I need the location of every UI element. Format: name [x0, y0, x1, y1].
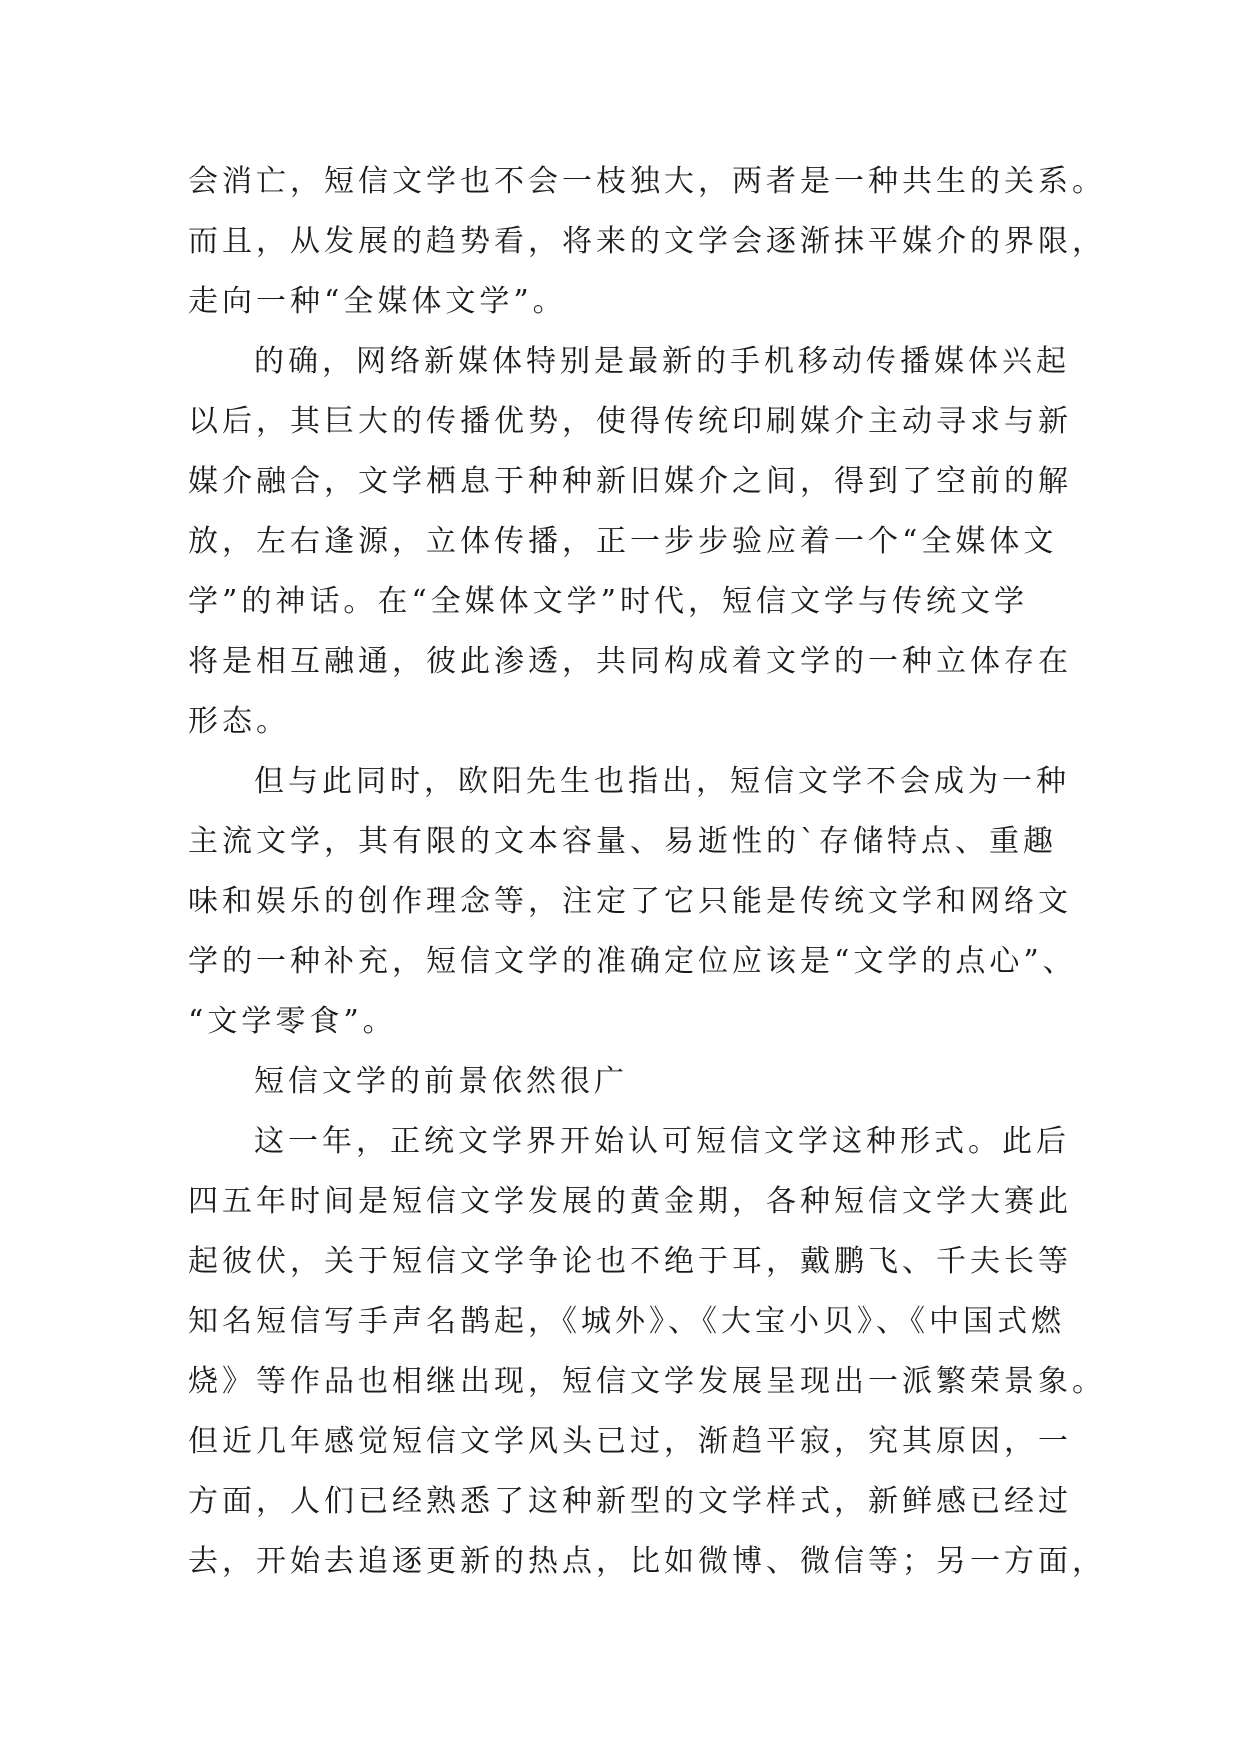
text-line: 四五年时间是短信文学发展的黄金期，各种短信文学大赛此 — [188, 1184, 1072, 1219]
text-line: 主流文学，其有限的文本容量、易逝性的`存储特点、重趣 — [188, 824, 1057, 859]
text-line: 走向一种“全媒体文学”。 — [188, 284, 567, 319]
text-line: 学”的神话。在“全媒体文学”时代，短信文学与传统文学 — [188, 584, 1029, 619]
text-line: 媒介融合，文学栖息于种种新旧媒介之间，得到了空前的解 — [188, 464, 1072, 499]
text-line: 的确，网络新媒体特别是最新的手机移动传播媒体兴起 — [254, 344, 1070, 379]
text-line: 这一年，正统文学界开始认可短信文学这种形式。此后 — [254, 1124, 1070, 1159]
section-heading: 短信文学的前景依然很广 — [254, 1064, 628, 1099]
text-line: 而且，从发展的趋势看，将来的文学会逐渐抹平媒介的界限， — [188, 224, 1106, 259]
text-line: 会消亡，短信文学也不会一枝独大，两者是一种共生的关系。 — [188, 164, 1106, 199]
text-line: 放，左右逢源，立体传播，正一步步验应着一个“全媒体文 — [188, 524, 1058, 559]
text-line: 但与此同时，欧阳先生也指出，短信文学不会成为一种 — [254, 764, 1070, 799]
text-line: 将是相互融通，彼此渗透，共同构成着文学的一种立体存在 — [188, 644, 1072, 679]
text-line: 形态。 — [188, 704, 290, 739]
text-line: 起彼伏，关于短信文学争论也不绝于耳，戴鹏飞、千夫长等 — [188, 1244, 1072, 1279]
body-text — [188, 152, 1106, 1592]
text-line: 方面，人们已经熟悉了这种新型的文学样式，新鲜感已经过 — [188, 1484, 1072, 1519]
text-line: 以后，其巨大的传播优势，使得传统印刷媒介主动寻求与新 — [188, 404, 1072, 439]
text-line: “文学零食”。 — [188, 1004, 397, 1039]
text-line: 知名短信写手声名鹊起，《城外》、《大宝小贝》、《中国式燃 — [188, 1304, 1065, 1339]
text-line: 学的一种补充，短信文学的准确定位应该是“文学的点心”、 — [188, 944, 1077, 979]
text-line: 烧》等作品也相继出现，短信文学发展呈现出一派繁荣景象。 — [188, 1364, 1106, 1399]
text-line: 去，开始去追逐更新的热点，比如微博、微信等；另一方面， — [188, 1544, 1106, 1579]
text-line: 味和娱乐的创作理念等，注定了它只能是传统文学和网络文 — [188, 884, 1072, 919]
text-line: 但近几年感觉短信文学风头已过，渐趋平寂，究其原因，一 — [188, 1424, 1072, 1459]
